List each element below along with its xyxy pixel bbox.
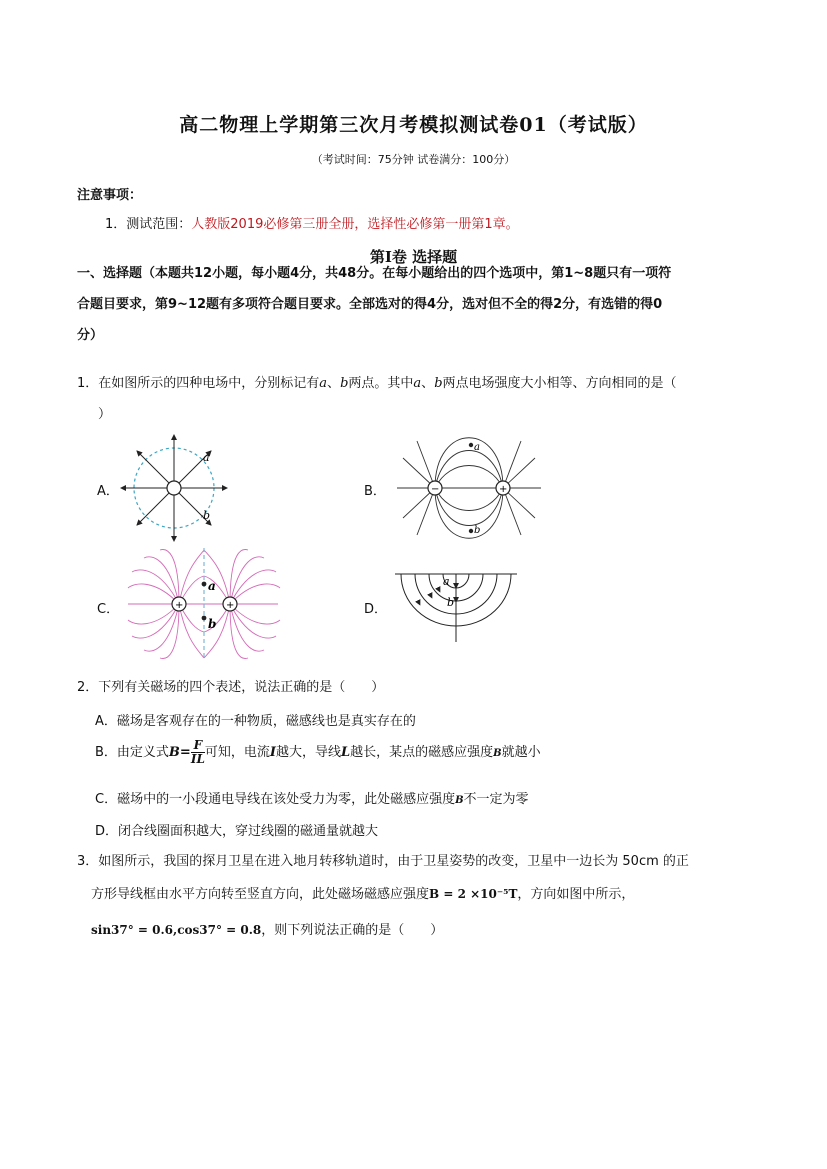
fig-b-point-b: b	[474, 525, 481, 536]
note-item-1	[105, 213, 519, 232]
q1-sep: 、	[327, 376, 341, 391]
q1-var-a: a	[319, 376, 328, 391]
q3-line-2-text-2: ，方向如图中所示，	[517, 887, 635, 902]
q3-line-2-text: 方形导线框由水平方向转至竖直方向，此处磁场磁感应强度	[91, 887, 430, 902]
q2-option-b[interactable]	[95, 739, 541, 766]
q3-line-3	[91, 920, 443, 941]
note-item-1-scope: 人教版2019必修第三册全册，选择性必修第一册第1章。	[191, 217, 519, 232]
q1-figure-c	[124, 548, 284, 660]
page-title: 高二物理上学期第三次月考模拟测试卷01（考试版）	[179, 114, 648, 136]
q2-b-var-B: B	[168, 745, 180, 760]
q2-b-text-1: B．由定义式	[95, 745, 169, 760]
q1-stem	[77, 374, 677, 394]
q2-c-text-1: C．磁场中的一小段通电导线在该处受力为零，此处磁感应强度	[95, 792, 456, 807]
note-item-1-prefix: 1．测试范围：	[105, 217, 192, 232]
fig-c-point-a: a	[208, 579, 216, 593]
fig-c-plus-right: +	[226, 600, 235, 611]
q1-stem-close: ）	[98, 407, 112, 422]
q2-b-fraction	[191, 739, 205, 766]
q3-b-formula: B = 2 ×10⁻⁵T	[429, 887, 518, 901]
q2-stem: 2．下列有关磁场的四个表述，说法正确的是（ ）	[77, 680, 385, 695]
fig-b-point-a: a	[474, 442, 480, 453]
q1-var-a-2: a	[413, 376, 422, 391]
q2-b-eq: =	[179, 745, 191, 760]
q2-option-d[interactable]: D．闭合线圈面积越大，穿过线圈的磁通量就越大	[95, 824, 379, 839]
fig-d-point-a: a	[443, 575, 450, 588]
q1-var-b: b	[340, 376, 349, 391]
part1-instructions	[77, 258, 757, 351]
exam-info: （考试时间：75分钟 试卷满分：100分）	[311, 153, 516, 166]
fig-b-plus: +	[499, 484, 508, 495]
q1-option-c-label[interactable]: C．	[97, 602, 120, 617]
q2-b-var-B-2: B	[493, 748, 502, 759]
instructions-line-3: 分）	[77, 328, 104, 343]
q3-trig-formula: sin37° = 0.6,cos37° = 0.8	[91, 923, 262, 937]
q2-option-c[interactable]	[95, 788, 529, 807]
fig-c-point-b: b	[208, 617, 217, 631]
q1-figure-a	[119, 433, 229, 543]
q2-b-frac-den: IL	[190, 752, 205, 766]
q1-option-b-label[interactable]: B．	[364, 484, 386, 499]
q1-stem-text-2: 两点。其中	[348, 376, 414, 391]
section-title: 第Ⅰ卷 选择题	[369, 248, 458, 266]
fig-d-point-b: b	[447, 596, 455, 609]
q3-line-3-text: ，则下列说法正确的是（ ）	[261, 923, 444, 938]
q1-var-b-2: b	[434, 376, 443, 391]
q1-figure-d	[393, 572, 523, 644]
q2-b-var-I: I	[269, 745, 276, 760]
q2-option-a[interactable]: A．磁场是客观存在的一种物质，磁感线也是真实存在的	[95, 714, 416, 729]
q1-stem-text: 1．在如图所示的四种电场中，分别标记有	[77, 376, 320, 391]
q2-b-text-4: 越长，某点的磁感应强度	[350, 745, 494, 760]
notes-heading: 注意事项：	[77, 188, 143, 203]
q2-b-text-2: 可知，电流	[204, 745, 270, 760]
q3-line-1: 3．如图所示，我国的探月卫星在进入地月转移轨道时，由于卫星姿势的改变，卫星中一边长为 50cm 的正	[77, 854, 689, 869]
q1-option-d-label[interactable]: D．	[364, 602, 388, 617]
q1-sep-2: 、	[421, 376, 435, 391]
fig-c-plus-left: +	[175, 600, 184, 611]
instructions-line-2: 合题目要求，第9~12题有多项符合题目要求。全部选对的得4分，选对但不全的得2分，有选错的得0	[77, 297, 663, 312]
q2-b-var-L: L	[341, 745, 351, 760]
q2-c-text-2: 不一定为零	[463, 792, 529, 807]
q2-c-var-B: B	[455, 795, 464, 806]
q2-b-frac-num: F	[191, 739, 205, 753]
fig-b-minus: −	[431, 484, 440, 495]
q1-option-a-label[interactable]: A．	[97, 484, 119, 499]
instructions-line-1: 一、选择题（本题共12小题，每小题4分，共48分。在每小题给出的四个选项中，第1~8题只有一项符	[77, 266, 672, 281]
q1-stem-text-3: 两点电场强度大小相等、方向相同的是（	[442, 376, 677, 391]
fig-a-point-a: a	[203, 451, 210, 464]
q2-b-text-5: 就越小	[501, 745, 541, 760]
q3-line-2	[91, 884, 634, 905]
fig-a-point-b: b	[203, 509, 211, 522]
q1-figure-b	[395, 433, 545, 543]
q2-b-text-3: 越大，导线	[276, 745, 342, 760]
